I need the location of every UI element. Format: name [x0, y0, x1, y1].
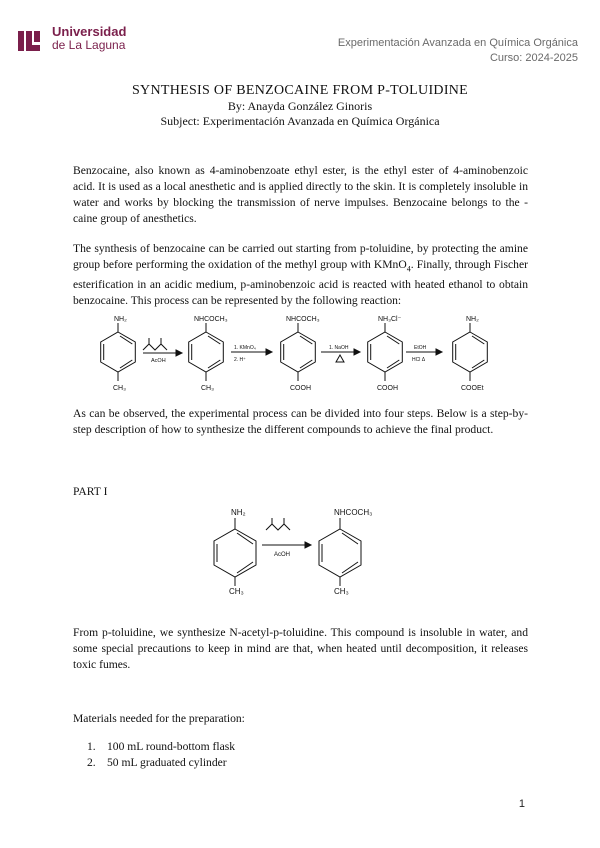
benzene-ring-1: [101, 332, 136, 372]
scheme1-label: COOEt: [461, 385, 484, 392]
header-course: Experimentación Avanzada en Química Orgánica: [337, 37, 578, 49]
part1-ring-1: [214, 529, 256, 577]
scheme1-label: NH₂: [114, 316, 127, 323]
page-number: 1: [518, 798, 525, 810]
list-item-number: 2.: [87, 756, 96, 769]
materials-label: Materials needed for the preparation:: [73, 712, 245, 725]
scheme1-label: 2. H⁺: [234, 357, 246, 363]
list-item-number: 1.: [87, 740, 96, 753]
synthesis-subscript: 4: [406, 264, 411, 274]
list-item: [87, 755, 235, 771]
benzene-ring-4: [368, 332, 403, 372]
logo-line2: de La Laguna: [52, 38, 126, 52]
scheme1-label: NHCOCH₃: [286, 316, 320, 323]
part1-ring-2: [319, 529, 361, 577]
part1-heading: PART I: [73, 485, 108, 498]
part1-label: NH₂: [231, 508, 246, 517]
part1-label: CH₃: [334, 587, 349, 596]
scheme1-label: COOH: [290, 385, 311, 392]
intro-paragraph: Benzocaine, also known as 4-aminobenzoate ethyl ester, is the ethyl ester of 4-aminobenzoic acid. It is used as a local anesthetic and is applied directly to the skin. It is completely insoluble in water and works by blocking the transmission of nerve impulses. Benzocaine belongs to the -caine group of anesthetics.: [73, 164, 528, 225]
part1-label: NHCOCH₃: [334, 508, 373, 517]
part1-label: AcOH: [274, 552, 291, 558]
synthesis-text-b: . Finally, through Fischer esterification in an acidic medium, p-aminobenzoic acid is reacted with heated ethanol to obtain benzocaine. This process can be represented by the following reaction:: [73, 258, 528, 308]
scheme1-label: EtOH: [414, 345, 427, 351]
scheme1-label: AcOH: [151, 358, 166, 364]
steps-paragraph: As can be observed, the experimental process can be divided into four steps. Below is a step-by-step description of how to synthesize the different compounds to achieve the final product.: [73, 407, 528, 436]
scheme1-label: NH₂: [466, 316, 479, 323]
part1-paragraph: From p-toluidine, we synthesize N-acetyl-p-toluidine. This compound is insoluble in water, and some special precautions to keep in mind are that, when heated until decomposition, it releases toxic fumes.: [73, 626, 528, 671]
document-title: SYNTHESIS OF BENZOCAINE FROM P-TOLUIDINE: [131, 83, 469, 98]
list-item: [87, 739, 235, 755]
benzene-ring-2: [189, 332, 224, 372]
scheme1-label: HCl Δ: [412, 357, 426, 363]
header-year: Curso: 2024-2025: [489, 52, 578, 64]
benzene-ring-3: [281, 332, 316, 372]
list-item-text: 100 mL round-bottom flask: [107, 740, 236, 753]
document-subject: Subject: Experimentación Avanzada en Química Orgánica: [160, 114, 440, 128]
scheme1-label: CH₃: [201, 385, 214, 392]
materials-list: [87, 739, 235, 771]
scheme1-label: 1. NaOH: [329, 345, 349, 351]
synthesis-text-a: The synthesis of benzocaine can be carried out starting from p-toluidine, by protecting the amine group before performing the oxidation of the methyl group with KMnO: [73, 242, 528, 271]
document-author: By: Anayda González Ginoris: [227, 99, 373, 113]
scheme1-label: COOH: [377, 385, 398, 392]
scheme1-label: NH₃Cl⁻: [378, 316, 402, 323]
scheme1-label: CH₃: [113, 385, 126, 392]
list-item-text: 50 mL graduated cylinder: [107, 756, 227, 769]
benzene-ring-5: [453, 332, 488, 372]
scheme1-label: NHCOCH₃: [194, 316, 228, 323]
logo-line1: Universidad: [52, 24, 127, 39]
scheme1-label: 1. KMnO₄: [234, 345, 256, 351]
part1-label: CH₃: [229, 587, 244, 596]
